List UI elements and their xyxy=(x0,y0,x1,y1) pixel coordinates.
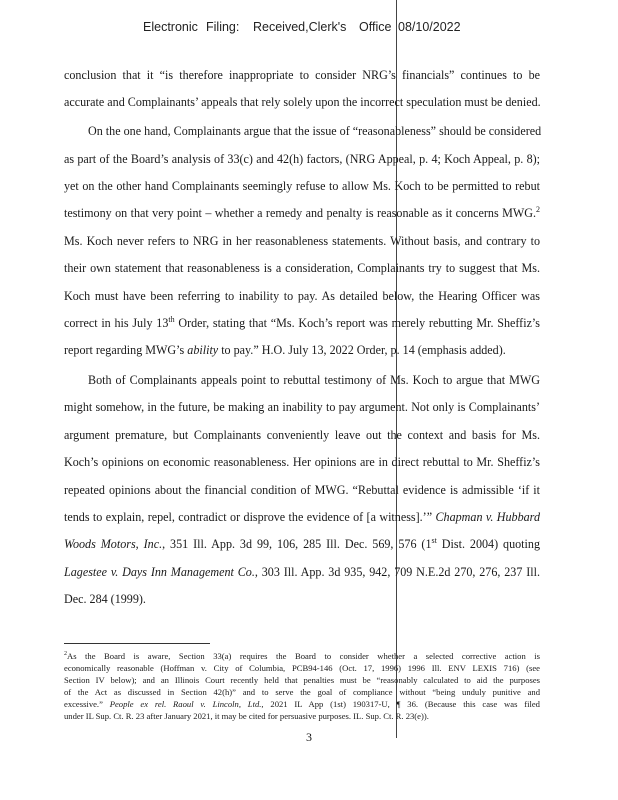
text-line: as part of the Board’s analysis of 33(c) and 42(h) factors, (NRG Appeal, p. 4; Koch Appeal, p. 8); xyxy=(64,152,540,166)
footnote-marker: 2 xyxy=(64,651,67,658)
text-span: Dist. 2004) quoting xyxy=(436,537,540,551)
case-citation: Lagestee v. Days Inn Management Co. xyxy=(64,565,255,579)
superscript: st xyxy=(431,535,437,545)
text-line: repeated opinions about the financial condition of MWG. “Rebuttal evidence is admissible ‘if it xyxy=(64,483,540,497)
footnote-ref: 2 xyxy=(536,204,540,214)
page-number: 3 xyxy=(306,730,312,744)
footnote-line: economically reasonable (Hoffman v. City of Columbia, PCB94-146 (Oct. 17, 1996) 1996 Ill. ENV LEXIS 716) (see xyxy=(64,663,540,673)
case-citation: People ex rel. Raoul v. Lincoln, Ltd. xyxy=(109,699,262,709)
emphasis: ability xyxy=(187,343,219,357)
footnote-line xyxy=(64,699,540,709)
text-line: Koch must have been referring to inability to pay. As detailed below, the Hearing Officer was xyxy=(64,289,540,303)
footnote-line xyxy=(64,651,540,661)
paragraph-start: On the one hand, Complainants argue that the issue of “reasonableness” should be considered xyxy=(88,124,542,138)
text-line: might somehow, in the future, be making an inability to pay argument. Not only is Complainants’ xyxy=(64,400,540,414)
header-filing: Filing: xyxy=(206,20,240,34)
case-citation: Woods Motors, Inc. xyxy=(64,537,163,551)
text-span: , 303 Ill. App. 3d 935, 942, 709 N.E.2d 270, 276, 237 Ill. xyxy=(254,565,540,579)
header-electronic: Electronic xyxy=(143,20,198,34)
scan-artifact-line xyxy=(396,0,397,738)
text-line xyxy=(64,510,540,525)
text-span: , 2021 IL App (1st) 190317-U, ¶ 36. (Because this case was filed xyxy=(261,699,540,709)
text-line xyxy=(64,206,540,221)
text-span: tends to explain, repel, contradict or disprove the evidence of [a witness].’” xyxy=(64,510,436,524)
text-line xyxy=(64,343,540,358)
header-office: Office xyxy=(359,20,392,34)
text-span: , 351 Ill. App. 3d 99, 106, 285 Ill. Dec. 569, 576 (1 xyxy=(162,537,432,551)
text-span: correct in his July 13 xyxy=(64,316,169,330)
text-line: yet on the other hand Complainants seemingly refuse to allow Ms. Koch to be permitted to rebut xyxy=(64,179,540,193)
text-line: conclusion that it “is therefore inappropriate to consider NRG’s financials” continues to be xyxy=(64,68,540,82)
text-span: report regarding MWG’s xyxy=(64,343,188,357)
text-span: Order, stating that “Ms. Koch’s report was merely rebutting Mr. Sheffiz’s xyxy=(174,316,541,330)
text-span: As the Board is aware, Section 33(a) requires the Board to consider whether a selected corrective action is xyxy=(67,651,540,661)
text-span: to pay.” H.O. July 13, 2022 Order, p. 14 (emphasis added). xyxy=(218,343,506,357)
text-line xyxy=(64,565,540,580)
superscript: th xyxy=(168,314,175,324)
text-line xyxy=(64,537,540,552)
text-line: their own statement that reasonableness is a consideration, Complainants try to suggest that Ms. xyxy=(64,261,540,275)
header-received: Received,Clerk's xyxy=(253,20,347,34)
text-line: Dec. 284 (1999). xyxy=(64,592,146,606)
text-line: argument premature, but Complainants conveniently leave out the context and basis for Ms. xyxy=(64,428,540,442)
text-span: testimony on that very point – whether a remedy and penalty is reasonable as it concerns MWG. xyxy=(64,206,536,220)
text-line xyxy=(64,316,540,331)
paragraph-start: Both of Complainants appeals point to rebuttal testimony of Ms. Koch to argue that MWG xyxy=(88,373,540,387)
text-line: Koch’s opinions on economic reasonableness. Her opinions are in direct rebuttal to Mr. Sheffiz’s xyxy=(64,455,540,469)
footnote-line: of the Act as discussed in Section 42(h)” and to serve the goal of compliance without “being unduly punitive and xyxy=(64,687,540,697)
header-date: 08/10/2022 xyxy=(398,20,461,34)
footnote-line: under IL Sup. Ct. R. 23 after January 2021, it may be cited for persuasive purposes. IL. Sup. Ct. R. 23(e)). xyxy=(64,711,429,721)
text-line: accurate and Complainants’ appeals that rely solely upon the incorrect speculation must be denied. xyxy=(64,95,541,109)
footnote-line: Section IV below); and an Illinois Court recently held that penalties must be “reasonably calculated to aid the purposes xyxy=(64,675,540,685)
footnote-separator xyxy=(64,643,210,644)
case-citation: Chapman v. Hubbard xyxy=(435,510,540,524)
text-line: Ms. Koch never refers to NRG in her reasonableness statements. Without basis, and contrary to xyxy=(64,234,540,248)
text-span: excessive.” xyxy=(64,699,110,709)
